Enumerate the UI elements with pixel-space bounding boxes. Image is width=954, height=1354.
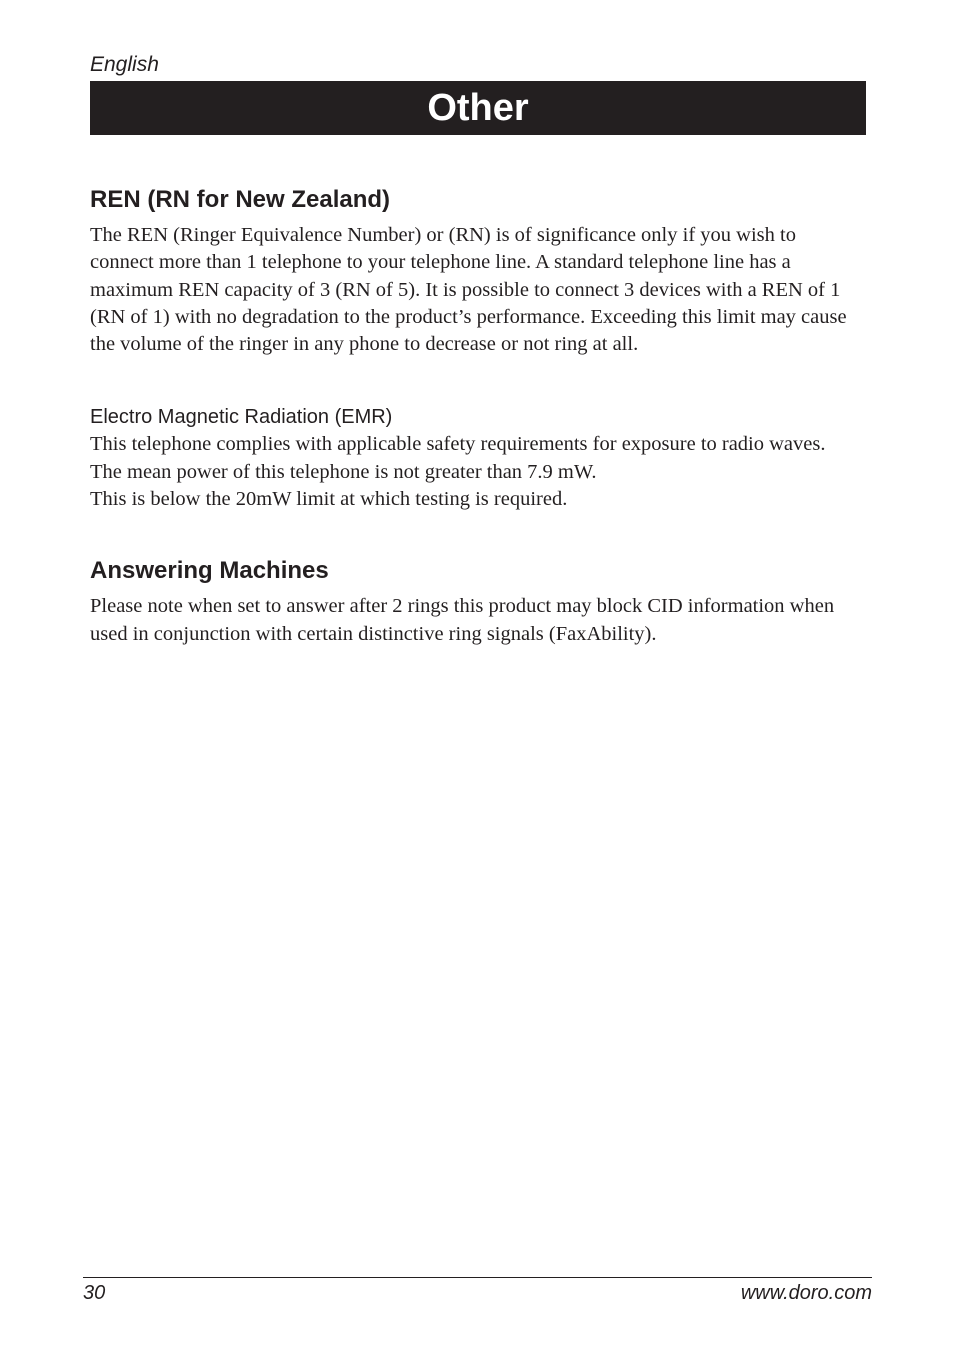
page-number: 30 bbox=[83, 1282, 106, 1304]
footer-divider bbox=[83, 1277, 872, 1278]
page-footer bbox=[83, 1280, 872, 1306]
section-body-emr-line-2: The mean power of this telephone is not greater than 7.9 mW. bbox=[90, 460, 597, 483]
section-ren bbox=[90, 184, 860, 358]
section-body-emr-line-3: This is below the 20mW limit at which testing is required. bbox=[90, 488, 568, 511]
language-label: English bbox=[90, 53, 159, 76]
section-body-emr-line-1: This telephone complies with applicable safety requirements for exposure to radio waves. bbox=[90, 433, 826, 456]
section-heading-emr: Electro Magnetic Radiation (EMR) bbox=[90, 406, 393, 429]
section-answering-machines bbox=[90, 555, 860, 648]
page-title-bar bbox=[90, 81, 866, 135]
page-title: Other bbox=[427, 87, 529, 129]
section-heading-ren: REN (RN for New Zealand) bbox=[90, 186, 391, 213]
page-content bbox=[90, 184, 860, 648]
section-body-answering-machines: Please note when set to answer after 2 rings this product may block CID information when used in conjunction with certain distinctive ring signals (FaxAbility). bbox=[90, 595, 835, 645]
website-url: www.doro.com bbox=[740, 1282, 872, 1304]
section-emr bbox=[90, 403, 860, 513]
section-heading-answering-machines: Answering Machines bbox=[90, 557, 329, 585]
section-body-ren: The REN (Ringer Equivalence Number) or (RN) is of significance only if you wish to connect more than 1 telephone to your telephone line. A standard telephone line has a maximum REN capacity of 3 (RN of 5). It is possible to connect 3 devices with a REN of 1 (RN of 1) with no degradation to the product’s performance. Exceeding this limit may cause the volume of the ringer in any phone to decrease or not ring at all. bbox=[90, 224, 847, 356]
